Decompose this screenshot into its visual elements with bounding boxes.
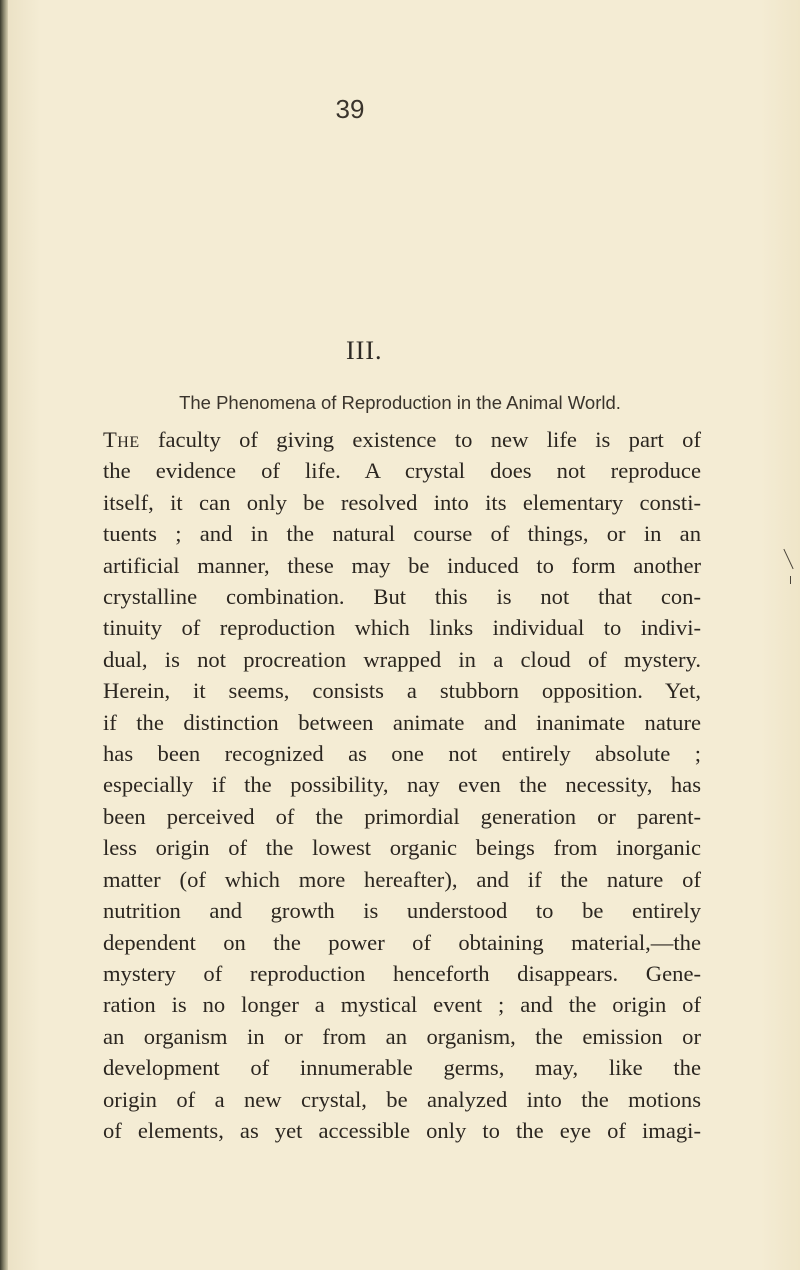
text-line: mystery of reproduction henceforth disappears. Gene- [103,960,701,986]
text-line: artificial manner, these may be induced to form another [103,552,701,578]
text-line: tuents ; and in the natural course of things, or in an [103,521,701,547]
text-line: especially if the possibility, nay even the necessity, has [103,772,701,798]
text-line: an organism in or from an organism, the emission or [103,1023,701,1049]
text-line: nutrition and growth is understood to be entirely [103,898,701,924]
text-line: Herein, it seems, consists a stubborn opposition. Yet, [103,678,701,704]
text-line: the evidence of life. A crystal does not reproduce [103,458,701,484]
margin-pencil-mark [790,576,791,584]
text-line: development of innumerable germs, may, like the [103,1055,701,1081]
chapter-title: The Phenomena of Reproduction in the Animal World. [179,392,621,413]
text-line: crystalline combination. But this is not that con- [103,584,701,610]
text-line: ration is no longer a mystical event ; and the origin of [103,992,701,1018]
page-number: 39 [335,94,365,124]
margin-pencil-mark [783,549,793,569]
text-line: matter (of which more hereafter), and if the nature of [103,866,701,892]
binding-edge [0,0,8,1270]
text-line [103,424,701,455]
opening-word: The [103,427,140,452]
text-line: been perceived of the primordial generation or parent- [103,803,701,829]
text-line: itself, it can only be resolved into its elementary consti- [103,489,701,515]
text-line: has been recognized as one not entirely absolute ; [103,741,701,767]
text-line: origin of a new crystal, be analyzed into the motions [103,1086,701,1112]
text-line: tinuity of reproduction which links individual to indivi- [103,615,701,641]
text-line: dual, is not procreation wrapped in a cloud of mystery. [103,646,701,672]
text-line: if the distinction between animate and inanimate nature [103,709,701,735]
first-line-rest: faculty of giving existence to new life is part of [139,427,701,452]
chapter-number: III. [346,336,383,365]
text-line: dependent on the power of obtaining material,—the [103,929,701,955]
text-line: of elements, as yet accessible only to the eye of imagi- [103,1117,701,1143]
body-paragraph [103,424,701,1146]
text-line: less origin of the lowest organic beings from inorganic [103,835,701,861]
